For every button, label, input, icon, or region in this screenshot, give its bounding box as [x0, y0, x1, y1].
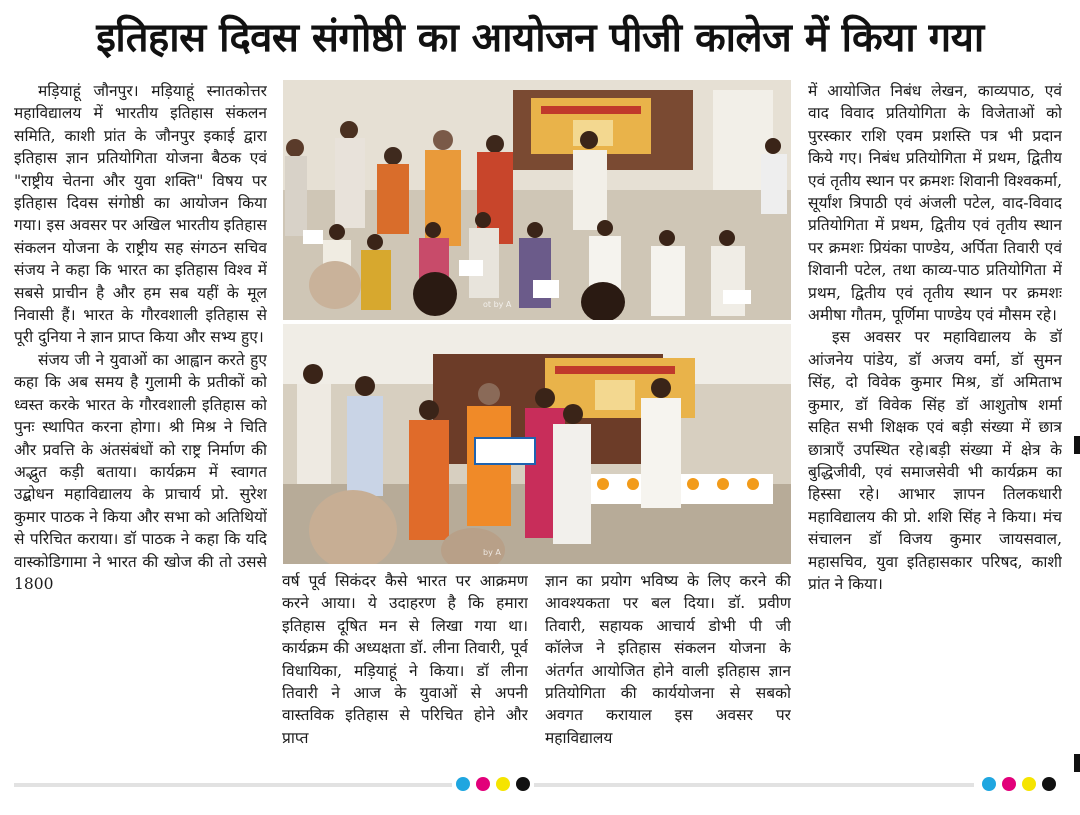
- registration-dot-black: [516, 777, 530, 791]
- paragraph: संजय जी ने युवाओं का आह्वान करते हुए कहा कि अब समय है गुलामी के प्रतीकों को ध्वस्त करके भारत के गौरवशाली इतिहास को पुनः स्थापित करना होगा। श्री मिश्र ने चिति और प्रवत्ति के अंतसंबंधों को राष्ट्र निर्माण की अद्भुत कड़ी बताया। कार्यक्रम में स्वागत उद्बोधन महाविद्यालय के प्राचार्य प्रो. सुरेश कुमार पाठक ने किया और सभा को अतिथियों से परिचित कराया। डॉ पाठक ने कहा कि यदि वास्कोडिगामा ने भारत की खोज की तो उससे 1800: [14, 350, 267, 593]
- article-column-4: [808, 80, 1062, 770]
- photo-watermark: by A: [483, 548, 501, 557]
- print-registration-bar: [534, 783, 974, 787]
- paragraph: वर्ष पूर्व सिकंदर कैसे भारत पर आक्रमण करने आया। ये उदाहरण है कि हमारा इतिहास दूषित मन से लिखा गया था। कार्यक्रम की अध्यक्षता डॉ. लीना तिवारी, पूर्व विधायिका, मड़ियाहूं ने किया। डॉ लीना तिवारी ने आज के युवाओं से अपनी वास्तविक इतिहास से परिचित होने और प्राप्त: [282, 572, 528, 747]
- registration-dot-magenta: [1002, 777, 1016, 791]
- registration-dot-cyan: [456, 777, 470, 791]
- paragraph: मड़ियाहूं जौनपुर। मड़ियाहूं स्नातकोत्तर महाविद्यालय में भारतीय इतिहास संकलन समिति, काशी प्रांत के जौनपुर इकाई द्वारा इतिहास ज्ञान प्रतियोगिता योजना बैठक एवं "राष्ट्रीय चेतना और युवा शक्ति" विषय पर इतिहास दिवस संगोष्ठी का आयोजन किया गया। इस अवसर पर अखिल भारतीय इतिहास संकलन योजना के राष्ट्रीय सह संगठन सचिव संजय ने कहा कि भारत का इतिहास विश्व में सबसे प्राचीन है और हम सब यहीं के मूल निवासी हैं। भारत के गौरवशाली इतिहास से पूरी दुनिया ने ज्ञान प्राप्त किया और सभ्य हुए।: [14, 82, 267, 347]
- event-photo-felicitation: [283, 80, 791, 320]
- paragraph: इस अवसर पर महाविद्यालय के डॉ आंजनेय पांडेय, डॉ अजय वर्मा, डॉ सुमन सिंह, दो विवेक कुमार मिश्र, डॉ अमिताभ कुमार, डॉ विवेक सिंह डॉ आशुतोष शर्मा सहित सभी शिक्षक एवं बड़ी संख्या में छात्र छात्राएँ उपस्थित रहे।बड़ी संख्या में क्षेत्र के बुद्धिजीवी, एवं समाजसेवी भी कार्यक्रम का हिस्सा रहे। आभार ज्ञापन तिलकधारी महाविद्यालय की प्रो. शशि सिंह ने किया। मंच संचालन डॉ विजय कुमार जायसवाल, महासचिव, युवा इतिहासकार परिषद, काशी प्रांत ने किया।: [808, 328, 1062, 593]
- registration-dot-cyan: [982, 777, 996, 791]
- article-column-1: [14, 80, 267, 770]
- print-registration-bar: [14, 783, 452, 787]
- paragraph: ज्ञान का प्रयोग भविष्य के लिए करने की आवश्यकता पर बल दिया। डॉ. प्रवीण तिवारी, सहायक आचार्य डोभी पी जी कॉलेज ने इतिहास संकलन योजना के अंतर्गत आयोजित होने वाली इतिहास ज्ञान प्रतियोगिता की कार्ययोजना से सबको अवगत करायाल इस अवसर पर महाविद्यालय: [545, 572, 791, 747]
- registration-dot-magenta: [476, 777, 490, 791]
- registration-dot-yellow: [1022, 777, 1036, 791]
- article-column-3: [545, 570, 791, 770]
- page-edge-gap: [1074, 454, 1080, 754]
- article-column-2: [282, 570, 528, 770]
- photo-watermark: ot by A: [483, 300, 512, 309]
- photo-illustration: [283, 80, 791, 320]
- headline: इतिहास दिवस संगोष्ठी का आयोजन पीजी कालेज में किया गया: [96, 15, 984, 61]
- registration-dot-yellow: [496, 777, 510, 791]
- event-photo-certificate: [283, 324, 791, 564]
- registration-dot-black: [1042, 777, 1056, 791]
- paragraph: में आयोजित निबंध लेखन, काव्यपाठ, एवं वाद विवाद प्रतियोगिता के विजेताओं को पुरस्कार राशि एवम प्रशस्ति पत्र भी प्रदान किये गए। निबंध प्रतियोगिता में प्रथम, द्वितीय एवं तृतीय स्थान पर क्रमशः शिवानी विश्वकर्मा, सूर्यांश त्रिपाठी एवं अंजली पटेल, वाद-विवाद प्रतियोगिता में प्रथम, द्वितीय एवं तृतीय स्थान पर क्रमशः प्रियंका पाण्डेय, अर्पिता तिवारी एवं शिवानी पटेल, तथा काव्य-पाठ प्रतियोगिता में प्रथम, द्वितीय एवं तृतीय स्थान पर क्रमशः अमीषा गौतम, पूर्णिमा पाण्डेय एवं मौसम रहे।: [808, 82, 1062, 325]
- photo-illustration: [283, 324, 791, 564]
